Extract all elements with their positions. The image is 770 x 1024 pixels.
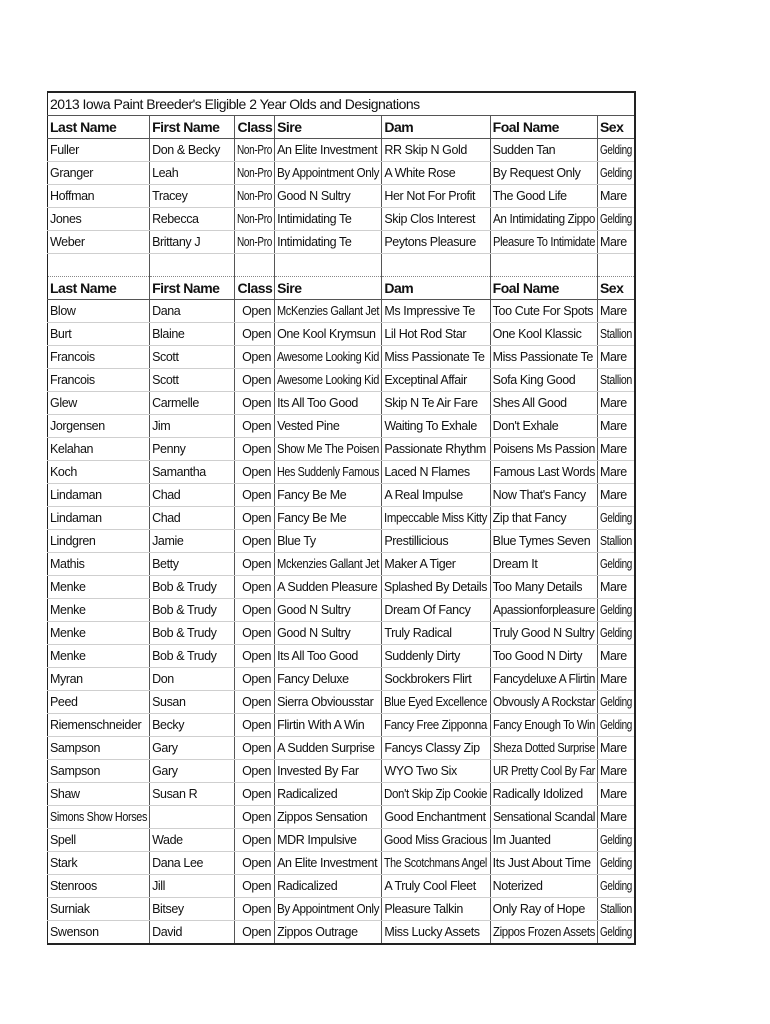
cell-sire: Fancy Be Me — [275, 507, 382, 530]
cell-sex: Mare — [597, 668, 635, 691]
cell-sire: An Elite Investment — [275, 139, 382, 162]
cell-sire: By Appointment Only — [275, 162, 382, 185]
cell-dam: Splashed By Details — [382, 576, 490, 599]
cell-dam: Truly Radical — [382, 622, 490, 645]
cell-first-name: Jill — [150, 875, 235, 898]
cell-sire: Blue Ty — [275, 530, 382, 553]
cell-last-name: Jorgensen — [48, 415, 150, 438]
cell-first-name: Chad — [150, 507, 235, 530]
cell-first-name: Gary — [150, 737, 235, 760]
table-row — [48, 139, 636, 162]
cell-sex: Gelding — [597, 622, 635, 645]
cell-class: Open — [235, 392, 275, 415]
cell-dam: Skip Clos Interest — [382, 208, 490, 231]
cell-dam: A Real Impulse — [382, 484, 490, 507]
cell-last-name: Simons Show Horses — [48, 806, 150, 829]
table-row — [48, 668, 636, 691]
cell-sire: Vested Pine — [275, 415, 382, 438]
cell-foal-name: Sudden Tan — [490, 139, 597, 162]
cell-class: Open — [235, 300, 275, 323]
cell-class: Open — [235, 346, 275, 369]
cell-last-name: Sampson — [48, 737, 150, 760]
cell-sex: Gelding — [597, 875, 635, 898]
cell-first-name: Bob & Trudy — [150, 599, 235, 622]
cell-sex: Gelding — [597, 162, 635, 185]
cell-dam: Ms Impressive Te — [382, 300, 490, 323]
cell-foal-name: The Good Life — [490, 185, 597, 208]
cell-sex: Mare — [597, 346, 635, 369]
cell-foal-name: Dream It — [490, 553, 597, 576]
cell-sire: Zippos Sensation — [275, 806, 382, 829]
table-row — [48, 898, 636, 921]
cell-foal-name: One Kool Klassic — [490, 323, 597, 346]
cell-first-name: Brittany J — [150, 231, 235, 254]
cell-sire: Flirtin With A Win — [275, 714, 382, 737]
cell-last-name: Jones — [48, 208, 150, 231]
cell-first-name: Jim — [150, 415, 235, 438]
cell-sire: Its All Too Good — [275, 645, 382, 668]
cell-sex: Gelding — [597, 852, 635, 875]
cell-class: Open — [235, 507, 275, 530]
cell-class: Open — [235, 645, 275, 668]
cell-first-name: Bob & Trudy — [150, 645, 235, 668]
cell-foal-name: Zip that Fancy — [490, 507, 597, 530]
cell-sire: Radicalized — [275, 783, 382, 806]
cell-dam: Maker A Tiger — [382, 553, 490, 576]
table-row — [48, 346, 636, 369]
cell-class: Open — [235, 806, 275, 829]
cell-last-name: Fuller — [48, 139, 150, 162]
cell-sex: Mare — [597, 484, 635, 507]
cell-sire: MDR Impulsive — [275, 829, 382, 852]
cell-foal-name: Fancydeluxe A Flirtin — [490, 668, 597, 691]
cell-class: Open — [235, 622, 275, 645]
cell-first-name: Becky — [150, 714, 235, 737]
cell-sire: A Sudden Pleasure — [275, 576, 382, 599]
header-sex: Sex — [597, 116, 635, 139]
cell-first-name — [150, 254, 235, 277]
header-sex: Sex — [597, 277, 635, 300]
table-row — [48, 231, 636, 254]
cell-sire: Intimidating Te — [275, 208, 382, 231]
table-row — [48, 162, 636, 185]
cell-foal-name: Poisens Ms Passion — [490, 438, 597, 461]
cell-foal-name: Sofa King Good — [490, 369, 597, 392]
cell-last-name: Menke — [48, 622, 150, 645]
cell-sire: Zippos Outrage — [275, 921, 382, 945]
cell-sire: Awesome Looking Kid — [275, 346, 382, 369]
cell-class: Open — [235, 783, 275, 806]
cell-last-name — [48, 254, 150, 277]
cell-sex: Gelding — [597, 714, 635, 737]
cell-foal-name: Too Cute For Spots — [490, 300, 597, 323]
cell-class: Open — [235, 438, 275, 461]
cell-dam: Her Not For Profit — [382, 185, 490, 208]
cell-sire: One Kool Krymsun — [275, 323, 382, 346]
cell-dam: Good Enchantment — [382, 806, 490, 829]
cell-last-name: Mathis — [48, 553, 150, 576]
cell-first-name — [150, 806, 235, 829]
table-row — [48, 737, 636, 760]
cell-foal-name: Apassionforpleasure — [490, 599, 597, 622]
title-row — [48, 92, 636, 116]
table-row — [48, 714, 636, 737]
cell-sex: Gelding — [597, 208, 635, 231]
cell-first-name: Susan R — [150, 783, 235, 806]
cell-sex: Gelding — [597, 921, 635, 945]
cell-first-name: Scott — [150, 369, 235, 392]
cell-class: Open — [235, 553, 275, 576]
cell-sire: An Elite Investment — [275, 852, 382, 875]
header-row-nonpro — [48, 116, 636, 139]
cell-dam: Don't Skip Zip Cookie — [382, 783, 490, 806]
cell-last-name: Peed — [48, 691, 150, 714]
cell-foal-name: Too Good N Dirty — [490, 645, 597, 668]
cell-first-name: David — [150, 921, 235, 945]
cell-class: Open — [235, 599, 275, 622]
cell-sex: Gelding — [597, 139, 635, 162]
cell-first-name: Samantha — [150, 461, 235, 484]
cell-last-name: Spell — [48, 829, 150, 852]
cell-sire: Mckenzies Gallant Jet — [275, 553, 382, 576]
cell-dam: The Scotchmans Angel — [382, 852, 490, 875]
cell-sire: Fancy Deluxe — [275, 668, 382, 691]
cell-sire: Awesome Looking Kid — [275, 369, 382, 392]
cell-sex: Gelding — [597, 829, 635, 852]
cell-first-name: Scott — [150, 346, 235, 369]
cell-first-name: Jamie — [150, 530, 235, 553]
cell-last-name: Glew — [48, 392, 150, 415]
header-class: Class — [235, 277, 275, 300]
header-sire: Sire — [275, 116, 382, 139]
table-row — [48, 484, 636, 507]
table-row — [48, 691, 636, 714]
blank-row — [48, 254, 636, 277]
cell-foal-name: Sensational Scandal — [490, 806, 597, 829]
cell-sire: Show Me The Poisen — [275, 438, 382, 461]
cell-sire: Fancy Be Me — [275, 484, 382, 507]
cell-dam: Sockbrokers Flirt — [382, 668, 490, 691]
cell-last-name: Menke — [48, 599, 150, 622]
cell-class: Open — [235, 875, 275, 898]
table-row — [48, 760, 636, 783]
cell-dam: Impeccable Miss Kitty — [382, 507, 490, 530]
cell-last-name: Myran — [48, 668, 150, 691]
cell-first-name: Leah — [150, 162, 235, 185]
cell-class: Open — [235, 461, 275, 484]
cell-dam: Fancy Free Zipponna — [382, 714, 490, 737]
cell-class: Open — [235, 668, 275, 691]
cell-last-name: Riemenschneider — [48, 714, 150, 737]
cell-dam: Waiting To Exhale — [382, 415, 490, 438]
table-row — [48, 783, 636, 806]
cell-foal-name: UR Pretty Cool By Far — [490, 760, 597, 783]
cell-class: Open — [235, 829, 275, 852]
cell-sire: By Appointment Only — [275, 898, 382, 921]
cell-sire: Intimidating Te — [275, 231, 382, 254]
cell-last-name: Shaw — [48, 783, 150, 806]
cell-foal-name: Famous Last Words — [490, 461, 597, 484]
cell-sire: Hes Suddenly Famous — [275, 461, 382, 484]
cell-dam: A Truly Cool Fleet — [382, 875, 490, 898]
cell-first-name: Dana — [150, 300, 235, 323]
cell-sex: Mare — [597, 576, 635, 599]
cell-class: Non-Pro — [235, 162, 275, 185]
cell-sex: Mare — [597, 461, 635, 484]
cell-last-name: Francois — [48, 346, 150, 369]
cell-sex: Mare — [597, 438, 635, 461]
cell-first-name: Betty — [150, 553, 235, 576]
cell-foal-name: Now That's Fancy — [490, 484, 597, 507]
cell-last-name: Burt — [48, 323, 150, 346]
header-class: Class — [235, 116, 275, 139]
cell-last-name: Menke — [48, 576, 150, 599]
cell-last-name: Koch — [48, 461, 150, 484]
cell-first-name: Carmelle — [150, 392, 235, 415]
table-row — [48, 300, 636, 323]
cell-first-name: Chad — [150, 484, 235, 507]
cell-sire: A Sudden Surprise — [275, 737, 382, 760]
cell-first-name: Don & Becky — [150, 139, 235, 162]
cell-sex: Mare — [597, 783, 635, 806]
cell-first-name: Gary — [150, 760, 235, 783]
header-foal-name: Foal Name — [490, 277, 597, 300]
cell-dam: Blue Eyed Excellence — [382, 691, 490, 714]
cell-class: Non-Pro — [235, 139, 275, 162]
table-row — [48, 875, 636, 898]
cell-first-name: Rebecca — [150, 208, 235, 231]
cell-sire: Good N Sultry — [275, 185, 382, 208]
cell-class: Open — [235, 484, 275, 507]
table-row — [48, 461, 636, 484]
cell-class: Open — [235, 323, 275, 346]
cell-sex — [597, 254, 635, 277]
cell-last-name: Lindaman — [48, 507, 150, 530]
cell-foal-name: Blue Tymes Seven — [490, 530, 597, 553]
cell-class: Non-Pro — [235, 185, 275, 208]
cell-sire: Its All Too Good — [275, 392, 382, 415]
table-row — [48, 921, 636, 945]
cell-class: Open — [235, 852, 275, 875]
cell-first-name: Dana Lee — [150, 852, 235, 875]
cell-last-name: Stark — [48, 852, 150, 875]
table-row — [48, 208, 636, 231]
cell-class: Open — [235, 530, 275, 553]
header-last-name: Last Name — [48, 116, 150, 139]
cell-first-name: Susan — [150, 691, 235, 714]
cell-sex: Stallion — [597, 369, 635, 392]
table-body — [48, 92, 636, 944]
table-row — [48, 829, 636, 852]
table-row — [48, 438, 636, 461]
cell-sire: McKenzies Gallant Jet — [275, 300, 382, 323]
cell-sire: Radicalized — [275, 875, 382, 898]
cell-sex: Gelding — [597, 507, 635, 530]
table-row — [48, 323, 636, 346]
header-first-name: First Name — [150, 116, 235, 139]
table-row — [48, 622, 636, 645]
cell-sex: Gelding — [597, 553, 635, 576]
header-last-name: Last Name — [48, 277, 150, 300]
cell-last-name: Kelahan — [48, 438, 150, 461]
cell-last-name: Stenroos — [48, 875, 150, 898]
table-row — [48, 369, 636, 392]
cell-dam: Skip N Te Air Fare — [382, 392, 490, 415]
cell-sex: Mare — [597, 392, 635, 415]
cell-class — [235, 254, 275, 277]
cell-last-name: Granger — [48, 162, 150, 185]
table-row — [48, 645, 636, 668]
cell-foal-name: Don't Exhale — [490, 415, 597, 438]
cell-dam: Peytons Pleasure — [382, 231, 490, 254]
cell-first-name: Wade — [150, 829, 235, 852]
cell-foal-name: By Request Only — [490, 162, 597, 185]
header-sire: Sire — [275, 277, 382, 300]
cell-foal-name: Miss Passionate Te — [490, 346, 597, 369]
cell-class: Non-Pro — [235, 231, 275, 254]
cell-sire: Good N Sultry — [275, 622, 382, 645]
cell-foal-name: Its Just About Time — [490, 852, 597, 875]
cell-dam: Lil Hot Rod Star — [382, 323, 490, 346]
table-row — [48, 392, 636, 415]
table-row — [48, 507, 636, 530]
header-row-open — [48, 277, 636, 300]
header-dam: Dam — [382, 116, 490, 139]
cell-foal-name: Sheza Dotted Surprise — [490, 737, 597, 760]
cell-dam — [382, 254, 490, 277]
cell-sex: Stallion — [597, 530, 635, 553]
cell-sex: Mare — [597, 185, 635, 208]
cell-dam: Passionate Rhythm — [382, 438, 490, 461]
cell-last-name: Swenson — [48, 921, 150, 945]
cell-sex: Mare — [597, 415, 635, 438]
cell-first-name: Bob & Trudy — [150, 622, 235, 645]
cell-sex: Mare — [597, 300, 635, 323]
cell-sex: Mare — [597, 645, 635, 668]
table-row — [48, 530, 636, 553]
table-row — [48, 806, 636, 829]
cell-dam: Dream Of Fancy — [382, 599, 490, 622]
cell-class: Open — [235, 369, 275, 392]
cell-sex: Mare — [597, 737, 635, 760]
cell-class: Open — [235, 714, 275, 737]
cell-last-name: Francois — [48, 369, 150, 392]
cell-sire — [275, 254, 382, 277]
cell-dam: WYO Two Six — [382, 760, 490, 783]
cell-dam: Suddenly Dirty — [382, 645, 490, 668]
cell-foal-name: Only Ray of Hope — [490, 898, 597, 921]
cell-foal-name: Zippos Frozen Assets — [490, 921, 597, 945]
cell-dam: RR Skip N Gold — [382, 139, 490, 162]
cell-sex: Mare — [597, 806, 635, 829]
cell-last-name: Weber — [48, 231, 150, 254]
cell-class: Open — [235, 760, 275, 783]
table-row — [48, 415, 636, 438]
cell-first-name: Bitsey — [150, 898, 235, 921]
cell-last-name: Lindgren — [48, 530, 150, 553]
cell-sex: Gelding — [597, 599, 635, 622]
cell-first-name: Bob & Trudy — [150, 576, 235, 599]
cell-first-name: Don — [150, 668, 235, 691]
cell-last-name: Lindaman — [48, 484, 150, 507]
cell-foal-name: Im Juanted — [490, 829, 597, 852]
cell-class: Open — [235, 415, 275, 438]
cell-dam: Laced N Flames — [382, 461, 490, 484]
cell-class: Open — [235, 691, 275, 714]
cell-last-name: Hoffman — [48, 185, 150, 208]
cell-class: Open — [235, 898, 275, 921]
cell-class: Open — [235, 576, 275, 599]
cell-sex: Gelding — [597, 691, 635, 714]
header-foal-name: Foal Name — [490, 116, 597, 139]
cell-dam: Fancys Classy Zip — [382, 737, 490, 760]
cell-foal-name: Truly Good N Sultry — [490, 622, 597, 645]
cell-dam: Pleasure Talkin — [382, 898, 490, 921]
cell-foal-name: Shes All Good — [490, 392, 597, 415]
cell-last-name: Blow — [48, 300, 150, 323]
cell-last-name: Sampson — [48, 760, 150, 783]
header-first-name: First Name — [150, 277, 235, 300]
cell-sex: Mare — [597, 231, 635, 254]
cell-class: Open — [235, 921, 275, 945]
cell-dam: A White Rose — [382, 162, 490, 185]
table-row — [48, 553, 636, 576]
cell-sire: Invested By Far — [275, 760, 382, 783]
sheet-title: 2013 Iowa Paint Breeder's Eligible 2 Year Olds and Designations — [48, 92, 636, 116]
cell-foal-name: Fancy Enough To Win — [490, 714, 597, 737]
cell-dam: Miss Lucky Assets — [382, 921, 490, 945]
cell-class: Open — [235, 737, 275, 760]
table-row — [48, 576, 636, 599]
cell-dam: Exceptinal Affair — [382, 369, 490, 392]
cell-first-name: Tracey — [150, 185, 235, 208]
table-row — [48, 852, 636, 875]
cell-dam: Prestillicious — [382, 530, 490, 553]
cell-sex: Stallion — [597, 323, 635, 346]
cell-foal-name: Radically Idolized — [490, 783, 597, 806]
cell-last-name: Menke — [48, 645, 150, 668]
table-row — [48, 599, 636, 622]
header-dam: Dam — [382, 277, 490, 300]
cell-foal-name — [490, 254, 597, 277]
cell-sire: Good N Sultry — [275, 599, 382, 622]
cell-foal-name: Obvously A Rockstar — [490, 691, 597, 714]
cell-dam: Good Miss Gracious — [382, 829, 490, 852]
cell-foal-name: An Intimidating Zippo — [490, 208, 597, 231]
cell-last-name: Surniak — [48, 898, 150, 921]
cell-foal-name: Noterized — [490, 875, 597, 898]
eligible-horses-table — [47, 91, 636, 945]
cell-first-name: Penny — [150, 438, 235, 461]
cell-first-name: Blaine — [150, 323, 235, 346]
cell-class: Non-Pro — [235, 208, 275, 231]
cell-foal-name: Too Many Details — [490, 576, 597, 599]
cell-sire: Sierra Obviousstar — [275, 691, 382, 714]
cell-sex: Stallion — [597, 898, 635, 921]
table-row — [48, 185, 636, 208]
cell-dam: Miss Passionate Te — [382, 346, 490, 369]
cell-sex: Mare — [597, 760, 635, 783]
cell-foal-name: Pleasure To Intimidate — [490, 231, 597, 254]
